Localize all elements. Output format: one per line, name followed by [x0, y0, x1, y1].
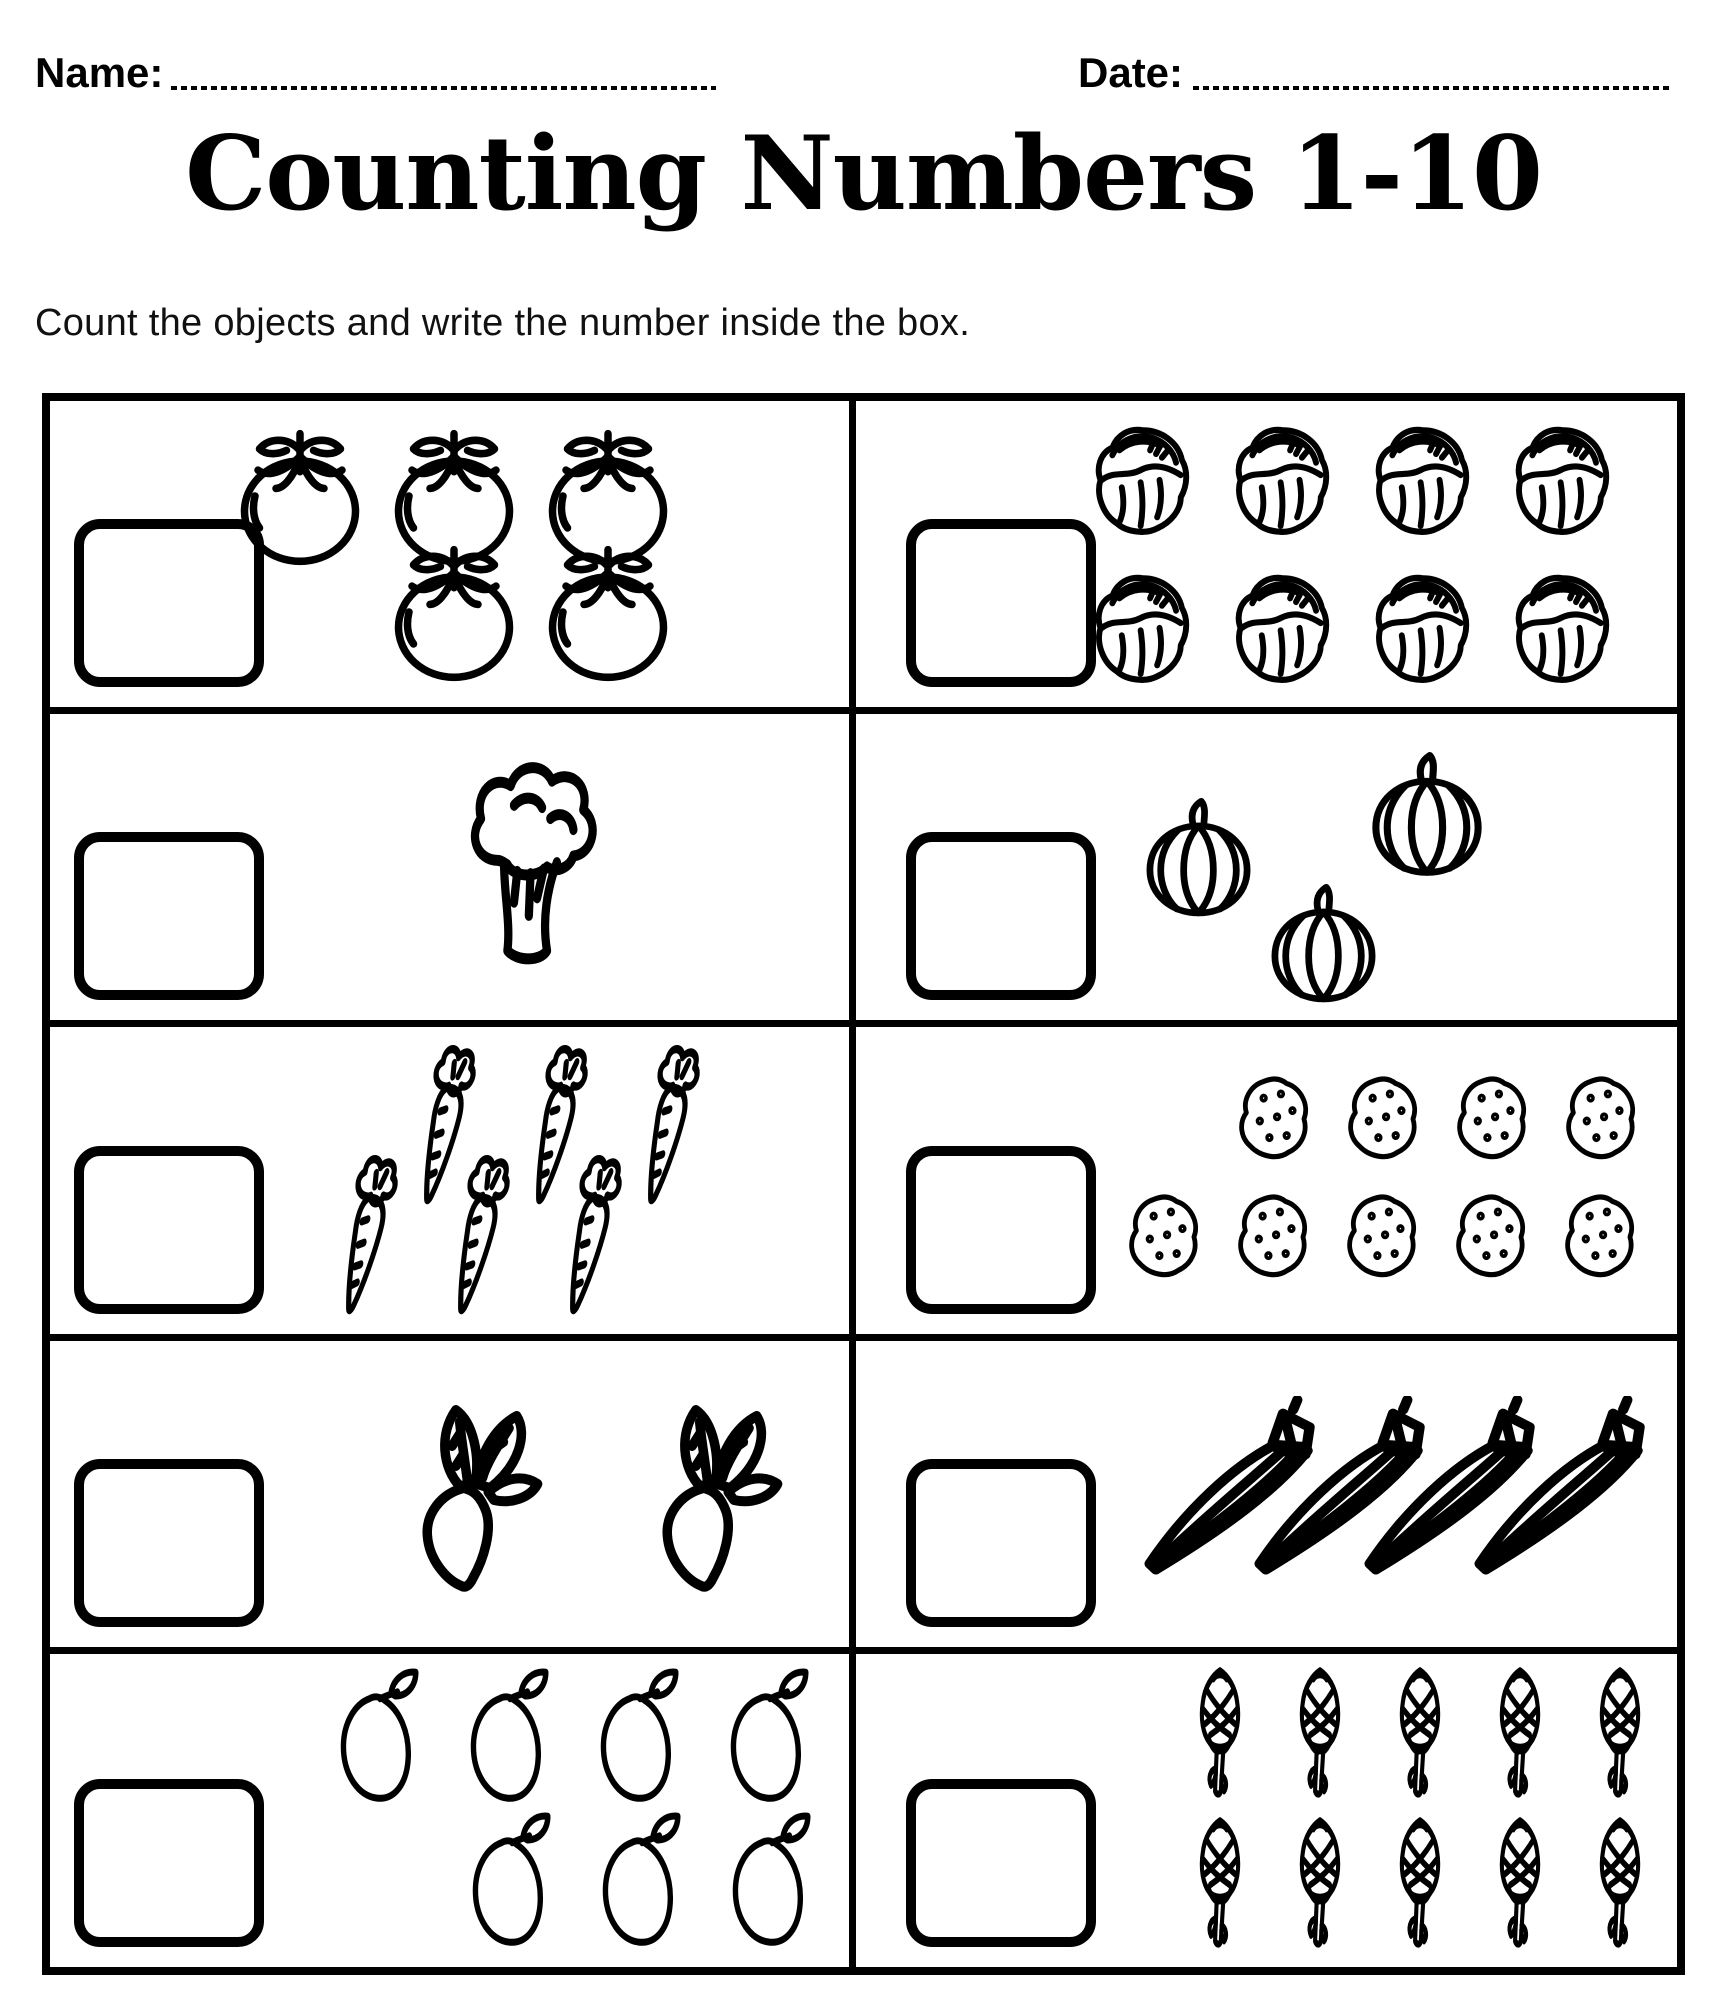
cabbage-icon — [1504, 418, 1622, 542]
artichoke-icon — [1279, 1665, 1361, 1805]
date-label: Date: — [1078, 49, 1184, 96]
object-row — [318, 1151, 835, 1319]
pumpkin-icon — [1131, 796, 1266, 926]
potato-icon — [1230, 1187, 1326, 1291]
lemon-icon — [716, 1812, 824, 1952]
cabbage-icon — [1084, 566, 1202, 690]
pumpkin-icon — [1356, 750, 1498, 886]
page-title: Counting Numbers 1-10 — [185, 114, 1542, 234]
potato-icon — [1448, 1187, 1544, 1291]
name-field-row — [35, 49, 716, 96]
objects-area-potato — [1101, 1033, 1663, 1327]
cell-broccoli — [50, 714, 856, 1027]
artichoke-icon — [1179, 1665, 1261, 1805]
cell-pumpkin — [856, 714, 1677, 1027]
artichoke-icon — [1479, 1815, 1561, 1955]
object-row — [1179, 1815, 1663, 1955]
object-row — [1084, 566, 1663, 690]
objects-area-lemon — [225, 1660, 835, 1961]
lemon-icon — [586, 1812, 694, 1952]
answer-box-pumpkin[interactable] — [906, 832, 1096, 1000]
cell-potato — [856, 1027, 1677, 1340]
potato-icon — [1339, 1187, 1435, 1291]
answer-box-okra[interactable] — [906, 1459, 1096, 1627]
cabbage-icon — [1504, 566, 1622, 690]
artichoke-icon — [1279, 1815, 1361, 1955]
lemon-icon — [324, 1668, 432, 1808]
answer-box-artichoke[interactable] — [906, 1779, 1096, 1947]
cabbage-icon — [1224, 566, 1342, 690]
name-label: Name: — [35, 49, 164, 96]
potato-icon — [1231, 1069, 1327, 1173]
beet-icon — [378, 1394, 568, 1594]
object-row — [1179, 1665, 1663, 1805]
object-row — [1121, 1187, 1663, 1291]
name-write-line[interactable] — [171, 86, 716, 90]
cell-carrot — [50, 1027, 856, 1340]
object-row — [1231, 1069, 1663, 1173]
artichoke-icon — [1179, 1815, 1261, 1955]
pumpkin-icon — [1256, 882, 1391, 1012]
cell-artichoke — [856, 1654, 1677, 1967]
artichoke-icon — [1379, 1815, 1461, 1955]
cell-okra — [856, 1341, 1677, 1654]
lemon-icon — [454, 1668, 562, 1808]
carrot-icon — [542, 1151, 642, 1319]
object-row — [324, 1668, 835, 1808]
tomato-icon — [225, 420, 375, 572]
artichoke-icon — [1579, 1665, 1661, 1805]
object-row — [456, 1812, 835, 1952]
potato-icon — [1449, 1069, 1545, 1173]
okra-icon — [1451, 1396, 1656, 1591]
beet-icon — [618, 1394, 808, 1594]
artichoke-icon — [1379, 1665, 1461, 1805]
objects-area-okra — [1101, 1347, 1663, 1641]
cell-tomato — [50, 401, 856, 714]
objects-area-pumpkin — [1101, 720, 1663, 1014]
artichoke-icon — [1579, 1815, 1661, 1955]
carrot-icon — [430, 1151, 530, 1319]
tomato-icon — [533, 536, 683, 688]
date-field-row — [1078, 49, 1673, 96]
carrot-icon — [318, 1151, 418, 1319]
answer-box-cabbage[interactable] — [906, 519, 1096, 687]
cabbage-icon — [1224, 418, 1342, 542]
broccoli-icon — [448, 757, 613, 977]
object-row — [225, 757, 835, 977]
cabbage-icon — [1364, 418, 1482, 542]
object-row — [1121, 1396, 1663, 1591]
object-row — [379, 536, 835, 688]
cell-beet — [50, 1341, 856, 1654]
objects-area-tomato — [225, 407, 835, 701]
cell-cabbage — [856, 401, 1677, 714]
date-write-line[interactable] — [1193, 86, 1673, 90]
worksheet-grid — [42, 393, 1685, 1975]
objects-area-carrot — [225, 1033, 835, 1327]
cell-lemon — [50, 1654, 856, 1967]
objects-area-artichoke — [1101, 1660, 1663, 1961]
objects-area-cabbage — [1084, 407, 1663, 701]
object-row — [1084, 418, 1663, 542]
objects-area-broccoli — [225, 720, 835, 1014]
cabbage-icon — [1364, 566, 1482, 690]
lemon-icon — [584, 1668, 692, 1808]
potato-icon — [1558, 1069, 1654, 1173]
tomato-icon — [379, 536, 529, 688]
object-row — [378, 1394, 835, 1594]
answer-box-potato[interactable] — [906, 1146, 1096, 1314]
cabbage-icon — [1084, 418, 1202, 542]
potato-icon — [1121, 1187, 1217, 1291]
instruction-text: Count the objects and write the number inside the box. — [35, 302, 971, 344]
lemon-icon — [714, 1668, 822, 1808]
potato-icon — [1557, 1187, 1653, 1291]
artichoke-icon — [1479, 1665, 1561, 1805]
lemon-icon — [456, 1812, 564, 1952]
potato-icon — [1340, 1069, 1436, 1173]
objects-area-beet — [225, 1347, 835, 1641]
